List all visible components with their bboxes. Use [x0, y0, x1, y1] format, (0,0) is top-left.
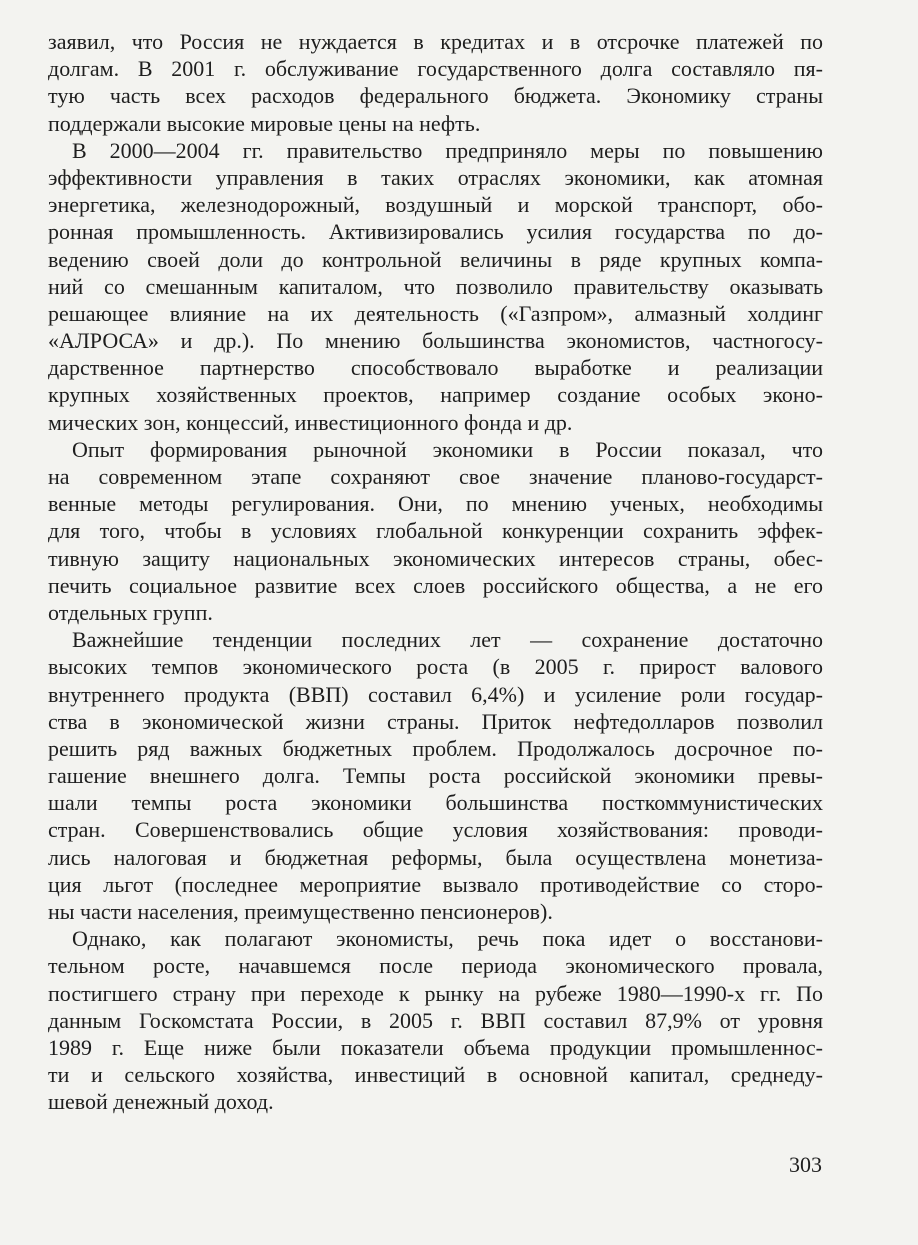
text-line: заявил, что Россия не нуждается в кредитах и в отсрочке платежей по [48, 29, 823, 54]
text-line: Важнейшие тенденции последних лет — сохранение достаточно [72, 627, 823, 653]
text-line: тую часть всех расходов федерального бюджета. Экономику страны [48, 83, 823, 109]
text-line: для того, чтобы в условиях глобальной конкуренции сохранить эффек- [48, 518, 823, 544]
text-line: тельном росте, начавшемся после периода экономического провала, [48, 953, 823, 979]
text-line: шали темпы роста экономики большинства посткоммунистических [48, 790, 823, 816]
paragraph [48, 925, 823, 1115]
page-text [48, 28, 823, 1116]
paragraph [48, 28, 823, 137]
text-line: на современном этапе сохраняют свое значение планово-государст- [48, 464, 823, 489]
page-number: 303 [789, 1152, 822, 1177]
text-line: 1989 г. Еще ниже были показатели объема продукции промышленнос- [48, 1034, 823, 1060]
paragraph [48, 626, 823, 925]
text-line: В 2000—2004 гг. правительство предприняло меры по повышению [72, 137, 823, 163]
text-line: решающее влияние на их деятельность («Газпром», алмазный холдинг [48, 300, 823, 326]
text-line: решить ряд важных бюджетных проблем. Продолжалось досрочное по- [48, 735, 823, 761]
text-line: энергетика, железнодорожный, воздушный и морской транспорт, обо- [48, 192, 823, 218]
text-line: постигшего страну при переходе к рынку на рубеже 1980—1990-х гг. По [48, 980, 823, 1006]
text-line: внутреннего продукта (ВВП) составил 6,4%) и усиление роли государ- [48, 681, 823, 707]
text-line: ны части населения, преимущественно пенсионеров). [48, 899, 553, 924]
text-line: ция льгот (последнее мероприятие вызвало противодействие со сторо- [48, 871, 823, 897]
text-line: поддержали высокие мировые цены на нефть. [48, 110, 481, 136]
text-line: венные методы регулирования. Они, по мнению ученых, необходимы [48, 491, 823, 517]
text-line: эффективности управления в таких отраслях экономики, как атомная [48, 164, 823, 190]
text-line: ний со смешанным капиталом, что позволило правительству оказывать [48, 273, 823, 299]
text-line: Опыт формирования рыночной экономики в России показал, что [72, 436, 823, 462]
text-line: печить социальное развитие всех слоев российского общества, а не его [48, 572, 823, 598]
text-line: ведению своей доли до контрольной величины в ряде крупных компа- [48, 246, 823, 272]
text-line: шевой денежный доход. [48, 1089, 274, 1115]
text-line: гашение внешнего долга. Темпы роста российской экономики превы- [48, 763, 823, 789]
text-line: данным Госкомстата России, в 2005 г. ВВП составил 87,9% от уровня [48, 1007, 823, 1033]
text-line: дарственное партнерство способствовало выработке и реализации [48, 355, 823, 381]
text-line: «АЛРОСА» и др.). По мнению большинства экономистов, частногосу- [48, 328, 823, 354]
text-line: крупных хозяйственных проектов, например создание особых эконо- [48, 382, 823, 408]
text-line: лись налоговая и бюджетная реформы, была осуществлена монетиза- [48, 844, 823, 870]
text-line: отдельных групп. [48, 599, 213, 625]
text-line: стран. Совершенствовались общие условия хозяйствования: проводи- [48, 817, 823, 843]
text-line: высоких темпов экономического роста (в 2005 г. прирост валового [48, 654, 823, 680]
text-line: ронная промышленность. Активизировались усилия государства по до- [48, 219, 823, 245]
text-line: тивную защиту национальных экономических интересов страны, обес- [48, 545, 823, 571]
text-line: мических зон, концессий, инвестиционного фонда и др. [48, 409, 573, 435]
text-line: ства в экономической жизни страны. Приток нефтедолларов позволил [48, 708, 823, 734]
text-line: ти и сельского хозяйства, инвестиций в основной капитал, среднеду- [48, 1062, 823, 1088]
text-line: Однако, как полагают экономисты, речь пока идет о восстанови- [72, 926, 823, 952]
paragraph [48, 436, 823, 626]
text-line: долгам. В 2001 г. обслуживание государственного долга составляло пя- [48, 56, 823, 82]
paragraph [48, 137, 823, 436]
